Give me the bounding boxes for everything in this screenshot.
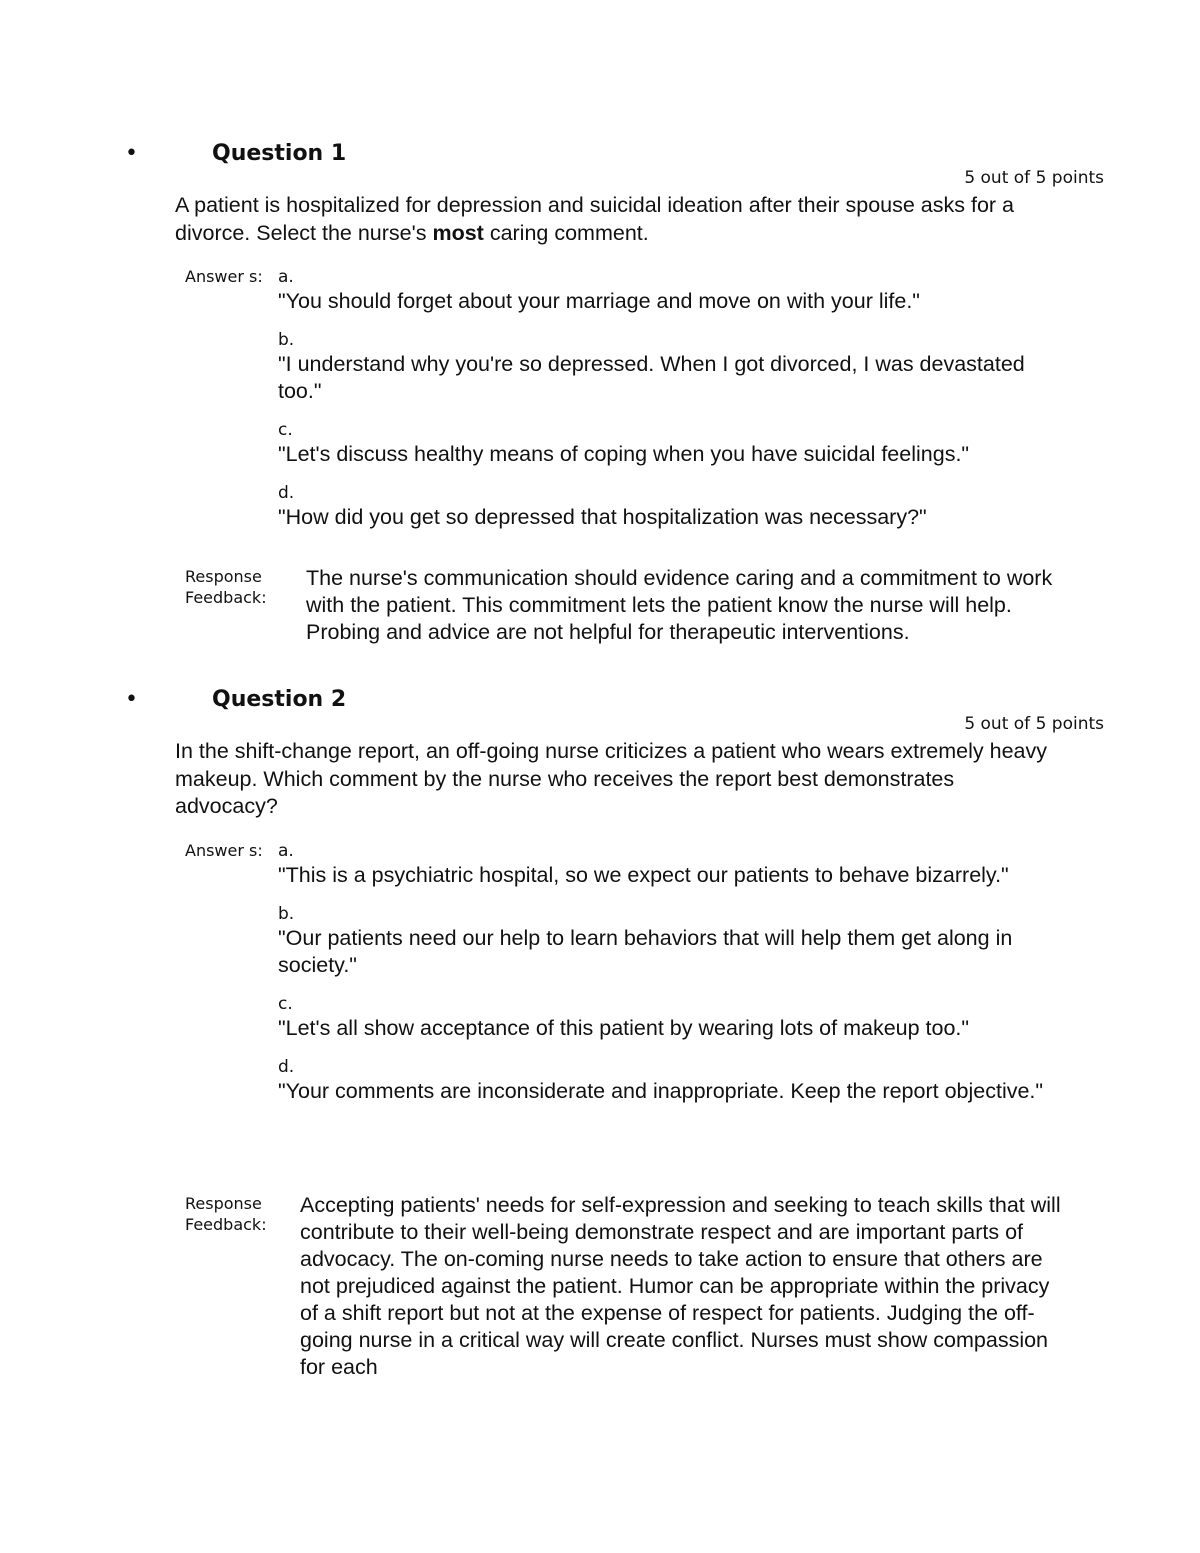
option-text: "Let's all show acceptance of this patient by wearing lots of makeup too." — [278, 1016, 970, 1040]
points-score: 5 out of 5 points — [964, 714, 1104, 734]
question-title: Question 2 — [212, 687, 347, 712]
question-text: In the shift-change report, an off-going nurse criticizes a patient who wears extremely heavy makeup. Which comment by the nurse who receives the report best demonstrates advocacy? — [175, 739, 1047, 818]
answer-option-a[interactable] — [278, 840, 1068, 889]
option-text: "You should forget about your marriage and move on with your life." — [278, 289, 920, 313]
option-text: "How did you get so depressed that hospitalization was necessary?" — [278, 505, 927, 529]
option-text: "Your comments are inconsiderate and inappropriate. Keep the report objective." — [278, 1079, 1044, 1103]
bullet-icon: • — [125, 687, 138, 712]
option-letter: c. — [278, 994, 293, 1014]
question-text — [175, 192, 1055, 247]
option-text: "Our patients need our help to learn behaviors that will help them get along in society." — [278, 926, 1013, 977]
answer-option-d[interactable] — [278, 1056, 1068, 1105]
response-feedback: The nurse's communication should evidence caring and a commitment to work with the patient. This commitment lets the patient know the nurse will help. Probing and advice are not helpful for therapeutic interventions. — [306, 566, 1053, 644]
answer-list — [278, 840, 1068, 1119]
points-score: 5 out of 5 points — [964, 168, 1104, 188]
answer-option-d[interactable] — [278, 482, 1068, 531]
response-feedback: Accepting patients' needs for self-expression and seeking to teach skills that will contribute to their well-being demonstrate respect and are important parts of advocacy. The on-coming nurse needs to take action to ensure that others are not prejudiced against the patient. Humor can be appropriate within the privacy of a shift report but not at the expense of respect for patients. Judging the off-going nurse in a critical way will create conflict. Nurses must show compassion for each — [300, 1193, 1061, 1379]
feedback-label: Response Feedback: — [185, 567, 267, 607]
option-letter: a. — [278, 267, 294, 287]
bullet-icon: • — [125, 141, 138, 166]
answer-list — [278, 266, 1068, 545]
question-text-part: caring comment. — [483, 220, 649, 245]
question-title: Question 1 — [212, 141, 347, 166]
answer-option-a[interactable] — [278, 266, 1068, 315]
question-text-emphasis: most — [432, 220, 484, 245]
answer-option-c[interactable] — [278, 993, 1068, 1042]
answer-option-b[interactable] — [278, 329, 1068, 405]
option-letter: d. — [278, 483, 295, 503]
answers-label: Answer s: — [185, 841, 263, 860]
option-letter: c. — [278, 420, 293, 440]
answers-label: Answer s: — [185, 267, 263, 286]
option-letter: d. — [278, 1057, 295, 1077]
answer-option-c[interactable] — [278, 419, 1068, 468]
option-letter: b. — [278, 904, 295, 924]
question-text-part: A patient is hospitalized for depression and suicidal ideation after their spouse asks for a divorce. Select the nurse's — [175, 193, 1014, 245]
answer-option-b[interactable] — [278, 903, 1068, 979]
feedback-label: Response Feedback: — [185, 1194, 267, 1234]
option-text: "I understand why you're so depressed. When I got divorced, I was devastated too." — [278, 352, 1025, 403]
option-letter: a. — [278, 841, 294, 861]
option-text: "Let's discuss healthy means of coping when you have suicidal feelings." — [278, 442, 970, 466]
option-letter: b. — [278, 330, 295, 350]
option-text: "This is a psychiatric hospital, so we expect our patients to behave bizarrely." — [278, 863, 1009, 887]
